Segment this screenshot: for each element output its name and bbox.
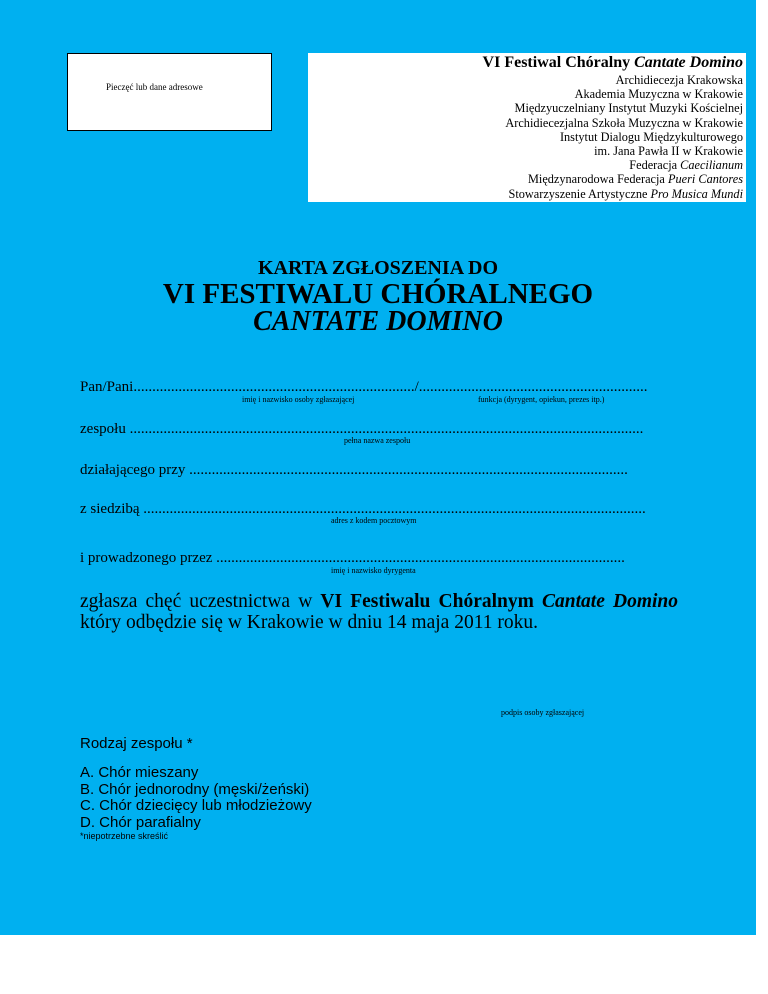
seat-field[interactable]: z siedzibą ...................................................................................................................................... (80, 501, 646, 517)
institution-field[interactable]: działającego przy ..................................................................................................................... (80, 462, 628, 478)
conductor-field[interactable]: i prowadzonego przez ............................................................................................................. (80, 550, 625, 566)
organizer-line: Archidiecezja Krakowska (615, 73, 743, 87)
signature-hint: podpis osoby zgłaszającej (501, 708, 585, 717)
form-heading-line3: CANTATE DOMINO (253, 306, 503, 337)
ensemble-name-field[interactable]: zespołu ......................................................................................................................................... (80, 421, 644, 437)
applicant-field[interactable]: Pan/Pani.........................................................................../............................................................. (80, 379, 648, 395)
organizer-line: Międzyuczelniany Instytut Muzyki Kościelnej (514, 101, 743, 116)
form-heading-line2: VI FESTIWALU CHÓRALNEGO (162, 278, 594, 310)
ensemble-type-option[interactable]: D. Chór parafialny (80, 813, 201, 831)
ensemble-name-hint: pełna nazwa zespołu (344, 436, 411, 445)
organizer-line: Archidiecezjalna Szkoła Muzyczna w Krakowie (505, 115, 743, 130)
declaration-line2: który odbędzie się w Krakowie w dniu 14 maja 2011 roku. (80, 612, 538, 633)
ensemble-type-option[interactable]: A. Chór mieszany (80, 764, 199, 781)
organizer-line: Federacja Caecilianum (629, 158, 743, 173)
applicant-role-hint: funkcja (dyrygent, opiekun, prezes itp.) (478, 395, 605, 404)
declaration-line1: zgłasza chęć uczestnictwa w VI Festiwalu Chóralnym Cantate Domino (80, 591, 679, 612)
applicant-name-hint: imię i nazwisko osoby zgłaszającej (242, 395, 355, 404)
organizer-line: Instytut Dialogu Międzykulturowego (559, 129, 743, 144)
organizer-line: Stowarzyszenie Artystyczne Pro Musica Mundi (508, 186, 743, 201)
organizers-list (505, 73, 743, 201)
footnote: *niepotrzebne skreślić (80, 831, 169, 841)
festival-title: VI Festiwal Chóralny Cantate Domino (482, 54, 743, 71)
organizer-line: Międzynarodowa Federacja Pueri Cantores (527, 172, 743, 187)
ensemble-type-option[interactable]: C. Chór dziecięcy lub młodzieżowy (80, 797, 312, 814)
ensemble-type-option[interactable]: B. Chór jednorodny (męski/żeński) (80, 780, 310, 798)
ensemble-type-label: Rodzaj zespołu * (80, 735, 193, 752)
declaration-text (80, 591, 678, 633)
organizer-line: im. Jana Pawła II w Krakowie (594, 144, 743, 159)
form-heading-line1: KARTA ZGŁOSZENIA DO (257, 257, 499, 279)
seat-hint: adres z kodem pocztowym (331, 516, 417, 525)
stamp-box (67, 53, 272, 131)
ensemble-type-options (80, 765, 312, 831)
organizers-box (308, 53, 746, 202)
conductor-hint: imię i nazwisko dyrygenta (331, 566, 416, 575)
organizer-line: Akademia Muzyczna w Krakowie (574, 87, 743, 102)
stamp-label: Pieczęć lub dane adresowe (106, 82, 203, 92)
